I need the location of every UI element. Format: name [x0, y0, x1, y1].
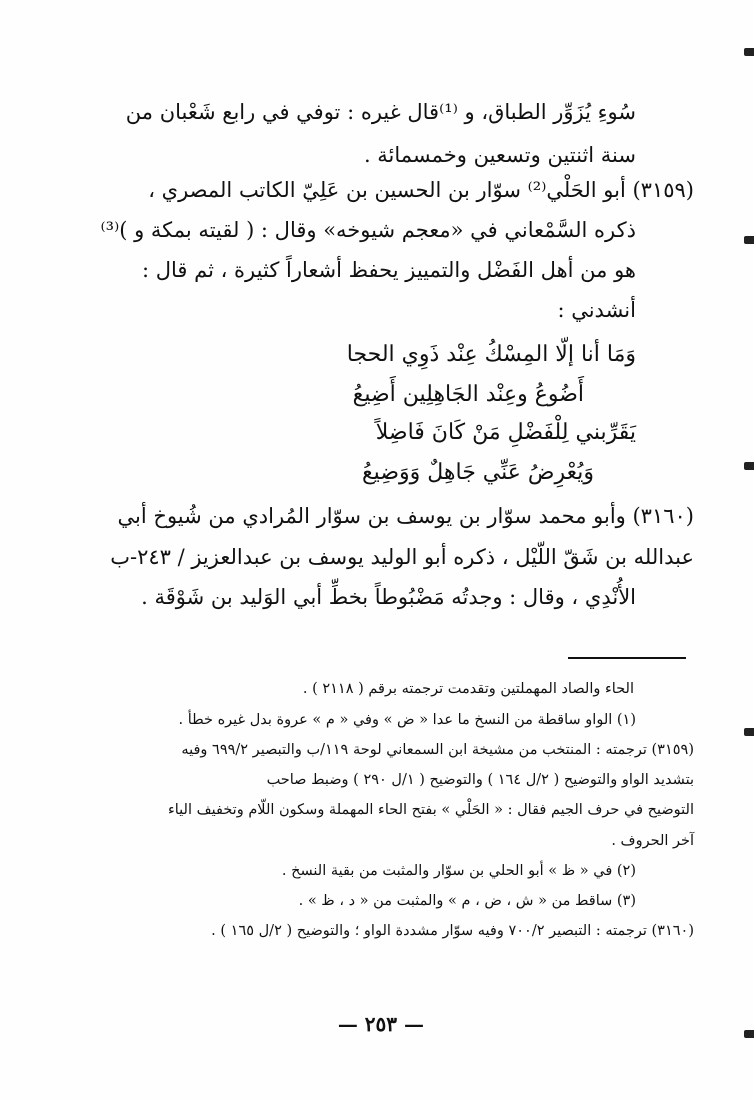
- entry-3159-line-1: (٣١٥٩) أبو الحَلْي⁽²⁾ سوّار بن الحسين بن عَلِيّ الكاتب المصري ،: [148, 178, 694, 202]
- footnote-3159: (٣١٥٩) ترجمته : المنتخب من مشيخة ابن السمعاني لوحة ١١٩/ب والتبصير ٦٩٩/٢ وفيه: [181, 742, 694, 758]
- footnote-rule: [568, 657, 686, 659]
- footnote-3159-cont-2: التوضيح في حرف الجيم فقال : « الحَلْي » بفتح الحاء المهملة وسكون اللّام وتخفيف الياء: [167, 802, 694, 818]
- verse-2: أَضُوعُ وعِنْد الجَاهِلِين أَضِيعُ: [352, 382, 584, 407]
- main-line-1: سُوءِ يُزَوِّر الطباق، و ⁽¹⁾قال غيره : توفي في رابع شَعْبان من: [125, 100, 636, 124]
- footnote-3: (٣) ساقط من « ش ، ض ، م » والمثبت من « د ، ظ » .: [298, 893, 636, 909]
- edge-mark: [744, 462, 754, 470]
- verse-1: وَمَا أنا إلّا المِسْكُ عِنْد ذَوِي الحجا: [346, 342, 636, 367]
- footnote-line: الحاء والصاد المهملتين وتقدمت ترجمته برقم ( ٢١١٨ ) .: [302, 681, 634, 697]
- edge-mark: [744, 1030, 754, 1038]
- entry-3159-line-4: أنشدني :: [557, 298, 636, 322]
- entry-3159-line-3: هو من أهل الفَضْل والتمييز يحفظ أشعاراً كثيرة ، ثم قال :: [141, 258, 636, 282]
- footnote-3160: (٣١٦٠) ترجمته : التبصير ٧٠٠/٢ وفيه سوّار مشددة الواو ؛ والتوضيح ( ٢/ل ١٦٥ ) .: [211, 923, 694, 939]
- entry-3159-line-2: ذكره السَّمْعاني في «معجم شيوخه» وقال : ( لقيته بمكة و )⁽³⁾: [100, 218, 636, 242]
- entry-3160-line-3: الأُنْدِي ، وقال : وجدتُه مَضْبُوطاً بخطِّ أبي الوَليد بن شَوْقَة .: [141, 585, 636, 609]
- edge-mark: [744, 48, 754, 56]
- main-line-2: سنة اثنتين وتسعين وخمسمائة .: [363, 143, 636, 167]
- edge-mark: [744, 236, 754, 244]
- verse-3: يَقَرِّبني لِلْفَضْلِ مَنْ كَانَ فَاضِلاً: [375, 420, 636, 445]
- entry-3160-line-1: (٣١٦٠) وأبو محمد سوّار بن يوسف بن سوّار المُرادي من شُيوخ أبي: [117, 504, 694, 528]
- verse-4: وَيُعْرِضُ عَنِّي جَاهِلٌ وَوَضِيعُ: [361, 460, 594, 485]
- footnote-1: (١) الواو ساقطة من النسخ ما عدا « ض » وفي « م » عروة بدل غيره خطأ .: [178, 712, 636, 728]
- page-number: — ٢٥٣ —: [337, 1012, 424, 1036]
- edge-mark: [744, 728, 754, 736]
- entry-3160-line-2: عبدالله بن شَقّ اللّيْل ، ذكره أبو الوليد يوسف بن عبدالعزيز / ٢٤٣-ب: [110, 545, 694, 569]
- footnote-3159-cont-1: بتشديد الواو والتوضيح ( ٢/ل ١٦٤ ) والتوضيح ( ١/ل ٢٩٠ ) وضبط صاحب: [266, 772, 694, 788]
- footnote-2: (٢) في « ظ » أبو الحلي بن سوّار والمثبت من بقية النسخ .: [281, 863, 636, 879]
- footnote-3159-cont-3: آخر الحروف .: [611, 833, 694, 849]
